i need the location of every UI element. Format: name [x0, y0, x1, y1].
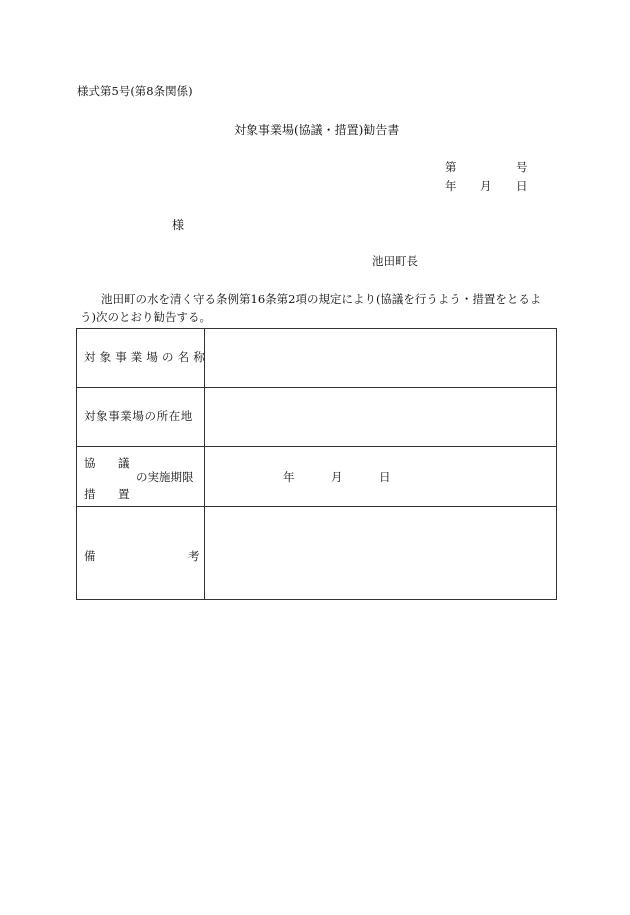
remarks-label-ko: 考: [188, 549, 200, 563]
facility-name-label-cell: [77, 329, 209, 387]
deadline-label-chi: 置: [118, 487, 130, 501]
form-reference: 様式第5号(第8条関係): [77, 84, 193, 98]
facility-location-label-cell: [77, 388, 205, 446]
table-row-remarks: [77, 507, 556, 599]
deadline-month-label: 月: [331, 470, 343, 484]
table-row-facility-location: [77, 388, 556, 447]
deadline-label-period: の実施期限: [136, 470, 194, 484]
body-text-line-2: う)次のとおり勧告する。: [80, 310, 211, 324]
deadline-label-gi: 議: [118, 456, 130, 470]
addressee-honorific: 様: [172, 218, 185, 232]
remarks-label-bi: 備: [84, 549, 96, 563]
deadline-day-label: 日: [379, 470, 391, 484]
document-title: 対象事業場(協議・措置)勧告書: [234, 123, 400, 137]
recommendation-table: [76, 328, 557, 600]
facility-name-label: 対象事業場の名称: [84, 350, 209, 364]
facility-name-value-cell[interactable]: [205, 329, 556, 387]
table-row-deadline: [77, 447, 556, 507]
date-year-label: 年: [445, 179, 457, 193]
issuer-title: 池田町長: [372, 254, 418, 268]
date-day-label: 日: [516, 179, 528, 193]
remarks-value-cell[interactable]: [205, 507, 556, 599]
deadline-value-cell[interactable]: [205, 447, 556, 506]
table-row-facility-name: [77, 329, 556, 388]
deadline-year-label: 年: [283, 470, 295, 484]
deadline-label-kyo: 協: [84, 456, 96, 470]
facility-location-value-cell[interactable]: [205, 388, 556, 446]
date-month-label: 月: [480, 179, 492, 193]
doc-number-suffix: 号: [516, 160, 528, 174]
facility-location-label: 対象事業場の所在地: [84, 409, 193, 423]
remarks-label-cell: [77, 507, 205, 599]
body-text-line-1: 池田町の水を清く守る条例第16条第2項の規定により(協議を行うよう・措置をとるよ: [101, 292, 542, 306]
deadline-label-so: 措: [84, 487, 96, 501]
doc-number-prefix: 第: [445, 160, 457, 174]
deadline-label-cell: [77, 447, 205, 506]
